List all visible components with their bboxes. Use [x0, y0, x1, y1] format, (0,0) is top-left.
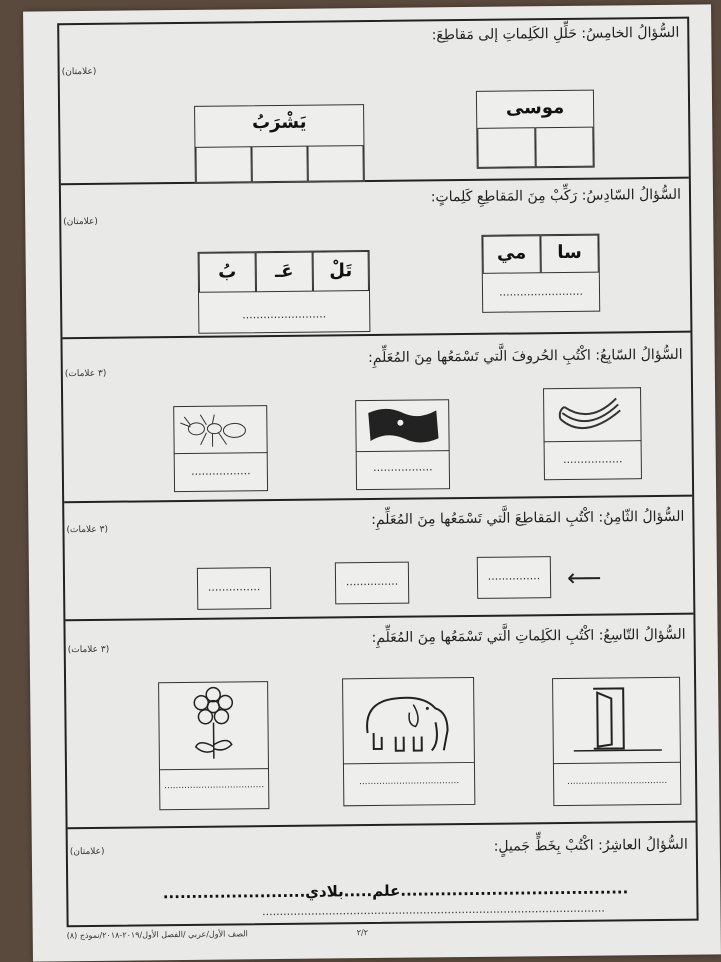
syllable-box-a [481, 234, 600, 313]
question-title: السُّؤالُ السّابِعُ: اكْتُبِ الحُروفَ الَّتي تَسْمَعُها مِنَ المُعَلِّمِ: [367, 346, 683, 367]
arrow-left-icon: ⟵ [566, 563, 602, 592]
worksheet-page [23, 4, 721, 961]
answer-box-1[interactable] [477, 556, 551, 599]
picture-box-flower [158, 681, 269, 810]
marks-label: (٣ علامات) [64, 368, 107, 380]
picture-box-flag [355, 399, 450, 490]
question-title: السُّؤالُ السّادِسُ: رَكِّبْ مِنَ المَقاطِعِ كَلِماتٍ: [430, 186, 682, 206]
marks-label: (علامتان) [63, 216, 98, 228]
picture-box-ant [173, 405, 268, 492]
syllable-cell [540, 235, 598, 274]
word-box-musa [476, 90, 595, 169]
exam-frame [57, 17, 698, 928]
syllable-box-b [198, 250, 371, 334]
syllable-text: عَـ [274, 260, 294, 283]
word-text: يَشْرَبُ [251, 111, 307, 134]
syllable-text: تَلْ [329, 260, 353, 282]
syllable-text: بُ [218, 261, 237, 283]
divider [159, 768, 269, 770]
flower-icon [159, 682, 268, 767]
question-title: السُّؤالُ العاشِرُ: اكْتُبْ بِخَطٍّ جَميلٍ: [493, 836, 688, 855]
marks-label: (٣ علامات) [66, 524, 109, 536]
handwriting-line-1[interactable]: ........................................علم.....بلادي......................... [162, 879, 629, 903]
syllable-cell [199, 252, 256, 293]
answer-line[interactable]: ................. [562, 452, 623, 466]
syllable-cell [313, 251, 369, 292]
answer-line: ............... [207, 580, 261, 594]
picture-box-banana [543, 387, 642, 480]
flag-icon [356, 400, 449, 451]
page-number: ٢/٢ [356, 928, 369, 938]
answer-line: ............... [487, 569, 541, 583]
picture-box-elephant [342, 677, 475, 806]
answer-line[interactable]: ................................... [359, 776, 460, 788]
divider [343, 762, 475, 764]
answer-line[interactable]: ........................ [242, 307, 327, 322]
elephant-icon [343, 678, 474, 763]
door-icon [553, 678, 680, 763]
marks-label: (علامتان) [61, 66, 97, 78]
syllable-cell[interactable] [251, 146, 307, 183]
divider [544, 440, 642, 442]
answer-line[interactable]: ................................... [567, 775, 668, 787]
answer-box-2[interactable] [335, 562, 409, 605]
answer-line: ............... [345, 574, 399, 589]
answer-line[interactable]: ................. [373, 460, 433, 474]
divider [356, 450, 450, 452]
ant-icon [174, 406, 266, 453]
question-title: السُّؤالُ الثّامِنُ: اكْتُبِ المَقاطِعَ الَّتي تَسْمَعُها مِنَ المُعَلِّمِ: [371, 508, 685, 529]
word-box-yashrabu [194, 104, 365, 184]
question-10 [68, 821, 697, 926]
syllable-text: مي [496, 242, 527, 264]
banana-icon [544, 388, 641, 441]
footer-info: الصف الأول/عربي /الفصل الأول/٢٠١٩-٢٠١٨/نموذج (٨) [66, 929, 248, 941]
syllable-cell[interactable] [535, 127, 593, 168]
question-8 [64, 495, 693, 622]
picture-box-door [552, 677, 681, 806]
syllable-text: سا [557, 241, 582, 264]
syllable-cell [256, 252, 313, 293]
marks-label: (٣ علامات) [67, 644, 110, 656]
question-9 [65, 613, 695, 830]
word-text: موسى [505, 96, 565, 119]
answer-line[interactable]: ................................... [164, 780, 265, 792]
answer-box-3[interactable] [197, 567, 271, 610]
handwriting-line-2[interactable]: .................................................................................................. [262, 901, 605, 919]
answer-line[interactable]: ................. [191, 464, 251, 478]
syllable-cell[interactable] [195, 146, 251, 183]
question-5 [59, 19, 689, 186]
syllable-cell [482, 235, 540, 274]
divider [553, 762, 681, 764]
syllable-cell[interactable] [307, 145, 363, 182]
answer-line[interactable]: ........................ [498, 284, 584, 299]
question-title: السُّؤالُ الخامِسُ: حَلِّلِ الكَلِماتِ إلى مَقاطِعَ: [431, 24, 680, 44]
question-title: السُّؤالُ التّاسِعُ: اكْتُبِ الكَلِماتِ الَّتي تَسْمَعُها مِنَ المُعَلِّمِ: [371, 626, 686, 647]
question-7 [62, 331, 692, 504]
syllable-cell[interactable] [477, 127, 535, 168]
question-6 [61, 177, 691, 340]
marks-label: (علامتان) [69, 846, 105, 858]
divider [174, 452, 268, 454]
